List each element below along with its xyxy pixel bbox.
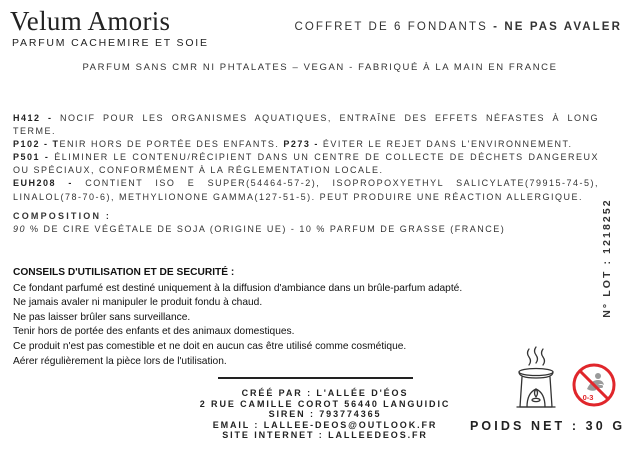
age-label: 0-3 — [582, 393, 594, 402]
website: SITE INTERNET : LALLEEDEOS.FR — [222, 430, 428, 441]
product-box-info — [294, 21, 622, 33]
hazard-code: P273 - — [283, 139, 319, 150]
created-by: CRÉÉ PAR : L'ALLÉE D'ÉOS — [241, 388, 409, 398]
advice-line: Ce fondant parfumé est destiné uniquement à la diffusion d'ambiance dans un brûle-parfum adapté. — [13, 282, 463, 294]
section-divider — [218, 377, 413, 379]
hazard-code: P501 - — [13, 152, 50, 163]
hazard-text: ÉLIMINER LE CONTENU/RÉCIPIENT DANS UN CENTRE DE COLLECTE DE DÉCHETS DANGEREUX OU SPÉCIAUX, CONFORMÉMENT À LA RÉGLEMENTATION LOCALE. — [13, 152, 599, 176]
advice-line: Tenir hors de portée des enfants et des animaux domestiques. — [13, 326, 295, 338]
hazard-euh208 — [13, 177, 599, 203]
box-warning: - NE PAS AVALER — [493, 21, 622, 33]
composition-percent: 90 — [13, 223, 27, 234]
composition-title: COMPOSITION : — [13, 210, 112, 221]
hazard-h412 — [13, 112, 599, 138]
hazard-code: EUH208 - — [13, 178, 73, 189]
no-children-under-3-icon — [571, 362, 617, 408]
advice-line: Ne jamais avaler ni manipuler le produit fondu à chaud. — [13, 297, 263, 309]
address: 2 RUE CAMILLE COROT 56440 LANGUIDIC — [199, 398, 451, 409]
brand-tagline: PARFUM CACHEMIRE ET SOIE — [12, 37, 209, 49]
composition-body: % DE CIRE VÉGÉTALE DE SOJA (ORIGINE UE) - 10 % PARFUM DE GRASSE (FRANCE) — [26, 223, 506, 234]
brand-name: Velum Amoris — [10, 6, 171, 36]
siren: SIREN : 793774365 — [268, 409, 382, 420]
advice-line: Ne pas laisser brûler sans surveillance. — [13, 311, 191, 323]
hazard-statements — [13, 112, 599, 236]
usage-advice — [13, 266, 553, 369]
hazard-p102-p273 — [13, 138, 599, 151]
product-claims: PARFUM SANS CMR NI PHTALATES – VEGAN - FABRIQUÉ À LA MAIN EN FRANCE — [82, 62, 558, 73]
hazard-code: P102 - T — [13, 139, 60, 150]
hazard-code: H412 - — [13, 113, 53, 123]
advice-line: Aérer régulièrement la pièce lors de l'utilisation. — [13, 355, 227, 367]
hazard-text: NOCIF POUR LES ORGANISMES AQUATIQUES, ENTRAÎNE DES EFFETS NÉFASTES À LONG TERME. — [13, 113, 600, 137]
lot-number: N° LOT : 1218252 — [601, 198, 613, 318]
manufacturer-credits — [170, 388, 480, 441]
hazard-text: CONTIENT ISO E SUPER(54464-57-2), ISOPROPOXYETHYL SALICYLATE(79915-74-5), LINALOL(78-70-6), METHYLIONONE GAMMA(127-51-5). PEUT PRODUIRE UNE RÉACTION ALLERGIQUE. — [13, 178, 599, 202]
composition-text — [13, 223, 599, 236]
hazard-text: ENIR HORS DE PORTÉE DES ENFANTS. — [59, 139, 284, 150]
advice-title: CONSEILS D'UTILISATION ET DE SECURITÉ : — [13, 267, 235, 278]
hazard-text: ÉVITER LE REJET DANS L'ENVIRONNEMENT. — [318, 139, 573, 150]
email: EMAIL : LALLEE-DEOS@OUTLOOK.FR — [212, 419, 438, 430]
hazard-p501 — [13, 151, 599, 177]
advice-line: Ce produit n'est pas comestible et ne doit en aucun cas être utilisé comme cosmétique. — [13, 340, 407, 352]
wax-burner-icon — [505, 345, 567, 413]
net-weight: POIDS NET : 30 G — [470, 419, 626, 433]
box-description: COFFRET DE 6 FONDANTS — [294, 21, 488, 33]
